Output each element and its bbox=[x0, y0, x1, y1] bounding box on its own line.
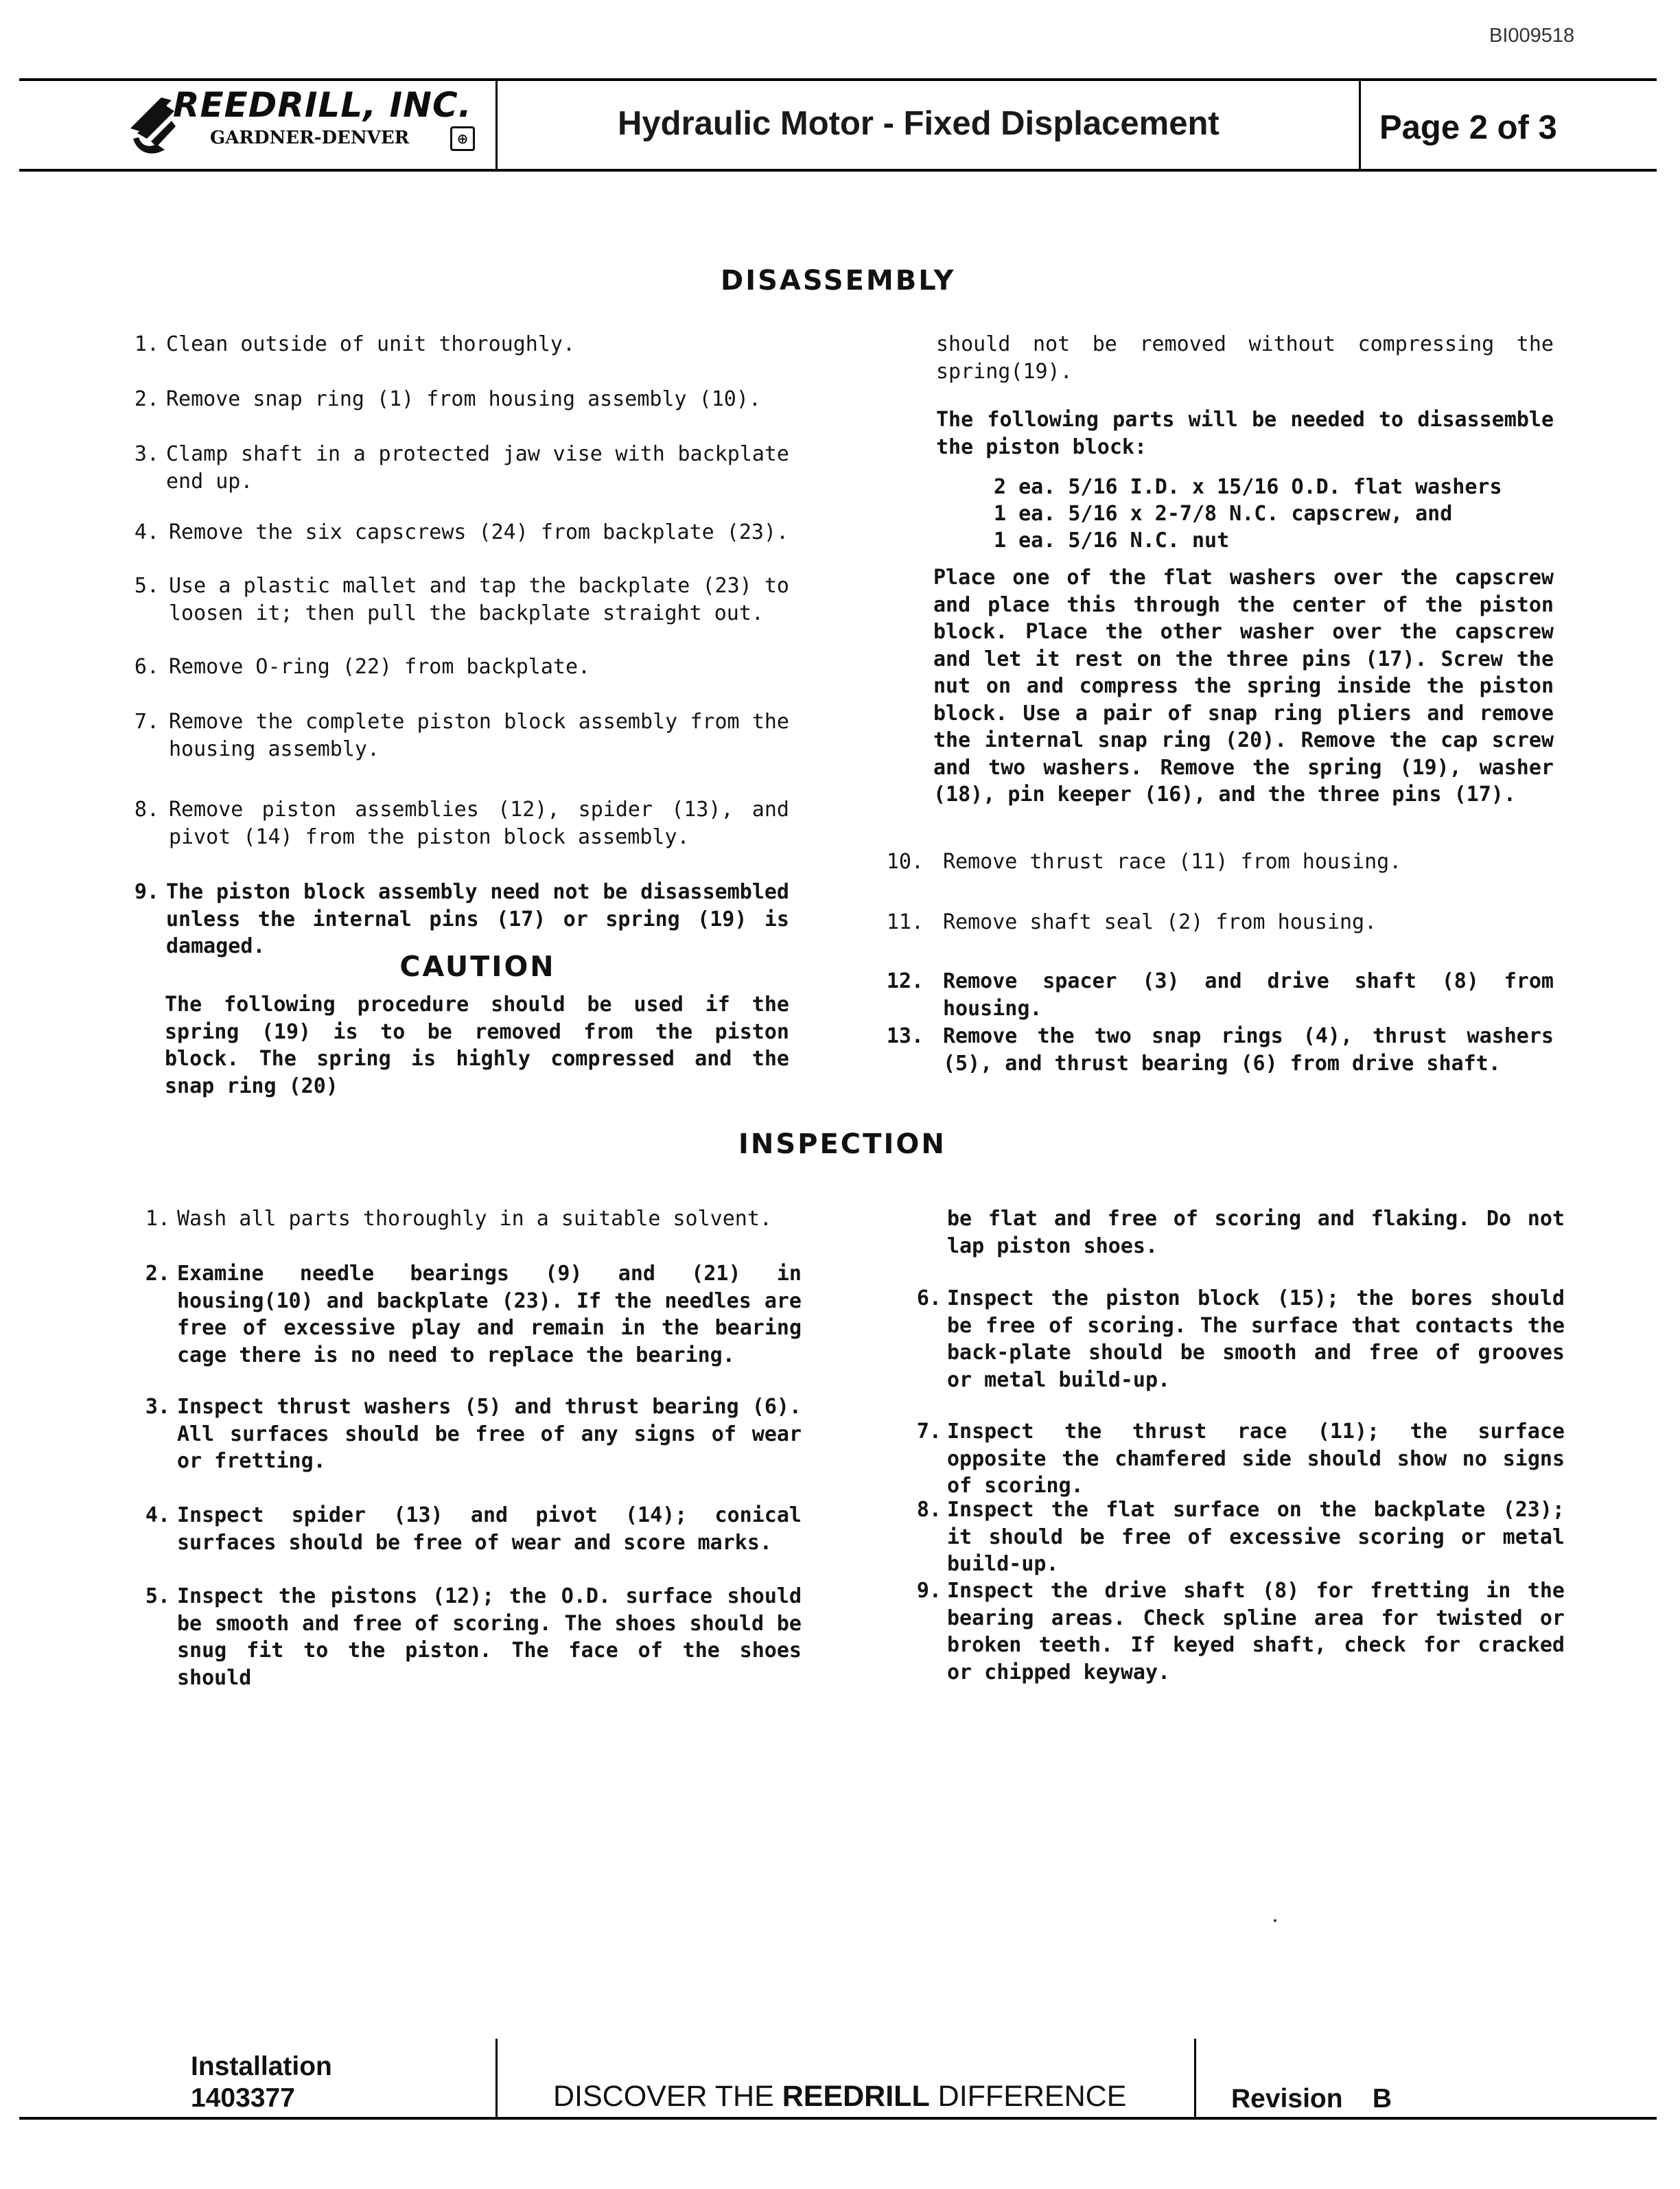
gardner-denver-seal-icon: ⊕ bbox=[450, 126, 475, 151]
footer-rule bbox=[19, 2117, 1657, 2120]
brand-name: REEDRILL, INC. bbox=[173, 85, 472, 125]
scan-speck bbox=[1274, 1919, 1276, 1922]
page-number: Page 2 of 3 bbox=[1379, 109, 1557, 146]
caution-text: The following procedure should be used if the spring (19) is to be removed from the piston block. The spring is highly compressed and the snap ring (20) bbox=[165, 993, 789, 1098]
header-divider-2 bbox=[1359, 81, 1361, 170]
header-bottom-rule bbox=[19, 169, 1657, 172]
caution-title: CAUTION bbox=[399, 950, 556, 983]
sub-brand-name: GARDNER-DENVER bbox=[210, 128, 410, 148]
document-id: BI009518 bbox=[1489, 25, 1575, 47]
drill-bit-icon bbox=[124, 91, 178, 159]
list-item: 2 ea. 5/16 I.D. x 15/16 O.D. flat washers bbox=[994, 475, 1502, 499]
document-title: Hydraulic Motor - Fixed Displacement bbox=[618, 105, 1220, 142]
footer-revision: Revision B bbox=[1231, 2084, 1392, 2113]
list-item: 1 ea. 5/16 x 2-7/8 N.C. capscrew, and bbox=[994, 502, 1453, 526]
footer-slogan: DISCOVER THE REEDRILL DIFFERENCE bbox=[553, 2080, 1127, 2113]
inspection-title: INSPECTION bbox=[738, 1128, 946, 1160]
parts-list bbox=[994, 474, 1556, 554]
inspection-item-5-continued: be flat and free of scoring and flaking. Do not lap piston shoes. bbox=[947, 1207, 1565, 1258]
footer-divider-2 bbox=[1194, 2039, 1196, 2120]
disassembly-title: DISASSEMBLY bbox=[721, 265, 956, 297]
footer-divider-1 bbox=[495, 2039, 498, 2120]
header-divider-1 bbox=[495, 81, 498, 170]
list-item: 1 ea. 5/16 N.C. nut bbox=[994, 529, 1230, 553]
caution-continued: should not be removed without compressing the spring(19). bbox=[936, 332, 1554, 384]
spring-removal-procedure: Place one of the flat washers over the capscrew and place this through the center of the piston block. Place the other washer over the capscrew and let it rest on the three pins (17). Screw the nut on and compress the spring inside the piston block. Use a pair of snap ring pliers and remove the internal snap ring (20). Remove the cap screw and two washers. Remove the spring (19), washer (18), pin keeper (16), and the three pins (17). bbox=[933, 566, 1554, 807]
footer-installation bbox=[191, 2051, 332, 2114]
footer-number: 1403377 bbox=[191, 2083, 295, 2113]
parts-intro: The following parts will be needed to disassemble the piston block: bbox=[936, 408, 1554, 459]
company-logo bbox=[124, 85, 487, 167]
footer-label: Installation bbox=[191, 2052, 332, 2081]
header-top-rule bbox=[19, 78, 1657, 81]
